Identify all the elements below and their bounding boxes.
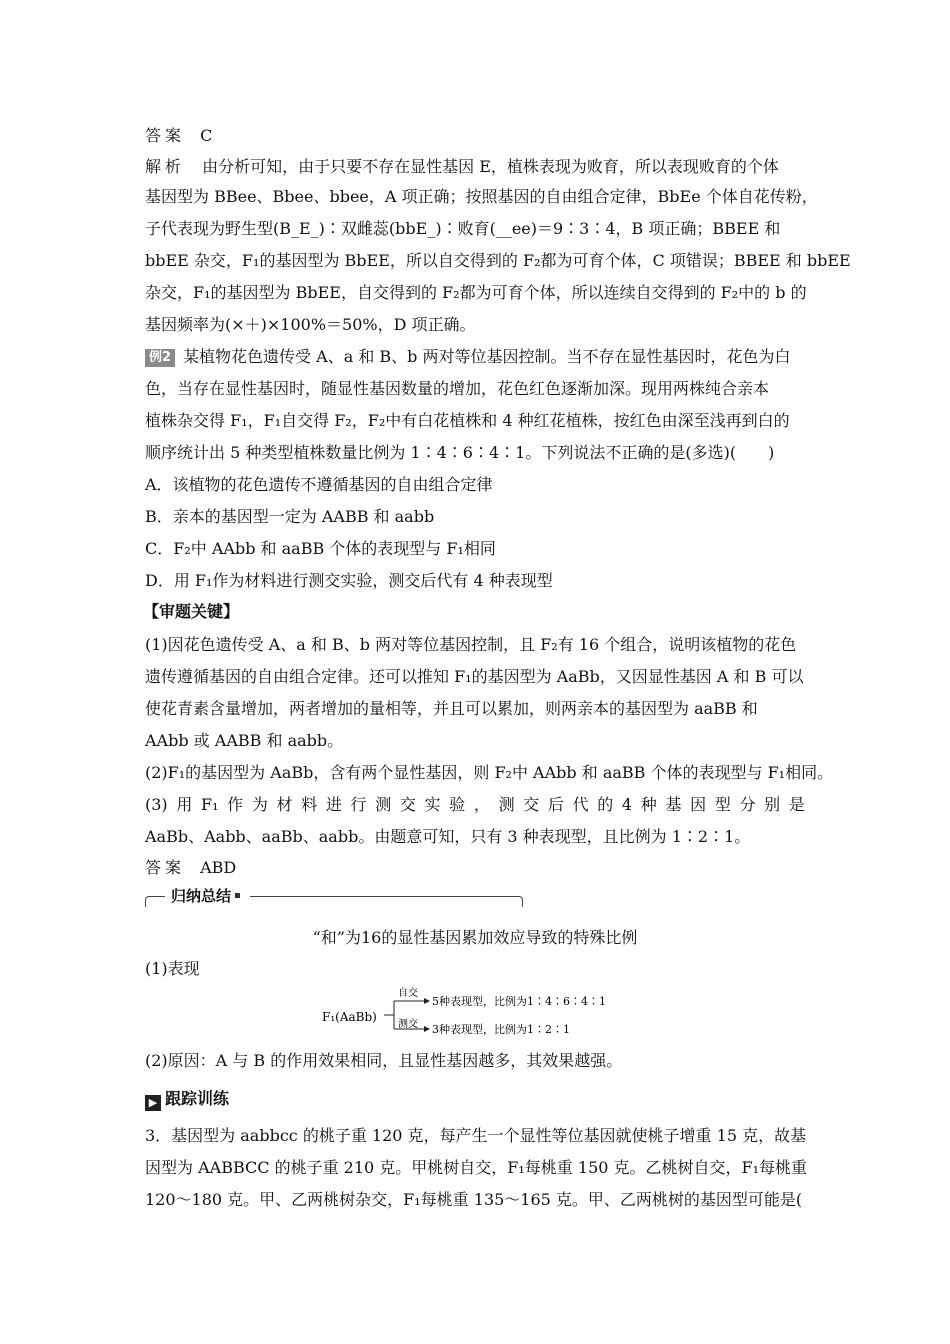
key-p1-line: (1)因花色遗传受 A、a 和 B、b 两对等位基因控制，且 F₂有 16 个组合，说明该植物的花色 [145, 635, 797, 654]
lower-label: 测交 [398, 1019, 418, 1030]
play-triangle-icon: ▶ [145, 1095, 161, 1111]
example-line: 顺序统计出 5 种类型植株数量比例为 1∶4∶6∶4∶1。下列说法不正确的是(多选)( ) [145, 443, 775, 462]
answer-line-2 [145, 857, 236, 879]
summary-item-2: (2)原因：A 与 B 的作用效果相同，且显性基因越多，其效果越强。 [145, 1051, 623, 1070]
key-p3-word: 的 [597, 795, 614, 814]
tracking-title [145, 1088, 229, 1111]
lower-result: 3种表现型，比例为1∶2∶1 [432, 1023, 570, 1036]
answer-value: C [200, 126, 213, 145]
arrow-head-icon [424, 1026, 430, 1032]
upper-label: 自交 [398, 988, 418, 999]
key-p3-word: 4 [621, 795, 633, 814]
option-c: C．F₂中 AAbb 和 aaBB 个体的表现型与 F₁相同 [145, 539, 496, 558]
key-p3-word: 因 [690, 795, 707, 814]
example-line: 植株杂交得 F₁，F₁自交得 F₂，F₂中有白花植株和 4 种红花植株，按红色由深至浅再到白的 [145, 411, 790, 430]
analysis-line: 子代表现为野生型(B_E_)∶双雌蕊(bbE_)∶败育(__ee)＝9∶3∶4，B 项正确；BBEE 和 [145, 219, 781, 238]
analysis-line-1 [145, 156, 779, 178]
analysis-text: 由分析可知，由于只要不存在显性基因 E，植株表现为败育，所以表现败育的个体 [202, 157, 779, 176]
key-p3-word: 行 [350, 795, 367, 814]
answer-line [145, 125, 212, 147]
key-p3-word: 用 [176, 795, 193, 814]
key-p3-word: 分 [739, 795, 756, 814]
key-p3-word: (3) [145, 795, 168, 814]
key-p3-word: 基 [665, 795, 682, 814]
key-p3-word: 后 [547, 795, 564, 814]
key-p3-word: 材 [276, 795, 293, 814]
example-line: 色，当存在显性基因时，随显性基因数量的增加，花色红色逐渐加深。现用两株纯合亲本 [145, 379, 770, 398]
key-p3-word: 交 [523, 795, 540, 814]
analysis-line: 基因频率为(×＋)×100%＝50%，D 项正确。 [145, 315, 476, 334]
key-p1-line: 遗传遵循基因的自由组合定律。还可以推知 F₁的基因型为 AaBb，又因显性基因 A 和 B 可以 [145, 667, 804, 686]
key-p3-word: 测 [375, 795, 392, 814]
question-line: 3．基因型为 aabbcc 的桃子重 120 克，每产生一个显性等位基因就使桃子增重 15 克，故基 [145, 1126, 807, 1145]
option-a: A．该植物的花色遗传不遵循基因的自由组合定律 [145, 475, 493, 494]
key-p3-word: 为 [251, 795, 268, 814]
square-bullet-icon [235, 893, 240, 898]
answer-value: ABD [200, 858, 237, 877]
key-p3-word: 作 [227, 795, 244, 814]
summary-subtitle: “和”为16的显性基因累加效应导致的特殊比例 [312, 928, 638, 947]
summary-title-text: 归纳总结 [171, 887, 232, 905]
analysis-label: 解析 [145, 157, 186, 176]
key-p2: (2)F₁的基因型为 AaBb，含有两个显性基因，则 F₂中 AAbb 和 aaBB 个体的表现型与 F₁相同。 [145, 763, 834, 782]
summary-title [165, 886, 250, 906]
question-line: 120～180 克。甲、乙两桃树杂交，F₁每桃重 135～165 克。甲、乙两桃树的基因型可能是( [145, 1190, 803, 1209]
key-p1-line: AAbb 或 AABB 和 aabb。 [145, 731, 344, 750]
key-p3-word: 型 [714, 795, 731, 814]
answer-label: 答案 [145, 858, 186, 877]
cross-diagram [320, 985, 640, 1045]
key-p1-line: 使花青素含量增加，两者增加的量相等，并且可以累加，则两亲本的基因型为 aaBB 和 [145, 699, 758, 718]
key-p3-word: 测 [498, 795, 515, 814]
key-p3-word: 代 [572, 795, 589, 814]
key-p3-word: ， [473, 795, 490, 814]
answer-label: 答案 [145, 126, 186, 145]
example-text: 某植物花色遗传受 A、a 和 B、b 两对等位基因控制。当不存在显性基因时，花色为白 [183, 347, 791, 366]
example-tag: 例2 [145, 349, 175, 367]
option-d: D．用 F₁作为材料进行测交实验，测交后代有 4 种表现型 [145, 571, 553, 590]
key-p3-word: 料 [301, 795, 318, 814]
question-line: 因型为 AABBCC 的桃子重 210 克。甲桃树自交，F₁每桃重 150 克。乙桃树自交，F₁每桃重 [145, 1158, 808, 1177]
key-p3-word: 交 [399, 795, 416, 814]
summary-item-1: (1)表现 [145, 959, 200, 978]
analysis-line: 基因型为 BBee、Bbee、bbee，A 项正确；按照基因的自由组合定律，BbEe 个体自花传粉， [145, 187, 818, 206]
upper-result: 5种表现型，比例为1∶4∶6∶4∶1 [432, 995, 606, 1008]
key-p3-word: 别 [764, 795, 781, 814]
key-p3-word: 实 [424, 795, 441, 814]
summary-box [145, 888, 523, 914]
example-line-1 [145, 346, 791, 368]
key-p3-word: 是 [788, 795, 805, 814]
key-p3-word: F₁ [201, 795, 219, 814]
tracking-title-text: 跟踪训练 [165, 1089, 230, 1108]
key-p3-line-1 [145, 794, 805, 816]
analysis-line: bbEE 杂交，F₁的基因型为 BbEE，所以自交得到的 F₂都为可育个体，C 项错误；BBEE 和 bbEE [145, 251, 851, 270]
key-p3-word: 种 [640, 795, 657, 814]
diagram-source: F₁(AaBb) [322, 1010, 377, 1024]
option-b: B．亲本的基因型一定为 AABB 和 aabb [145, 507, 435, 526]
arrow-head-icon [424, 998, 430, 1004]
key-p3-word: 验 [449, 795, 466, 814]
analysis-line: 杂交，F₁的基因型为 BbEE，自交得到的 F₂都为可育个体，所以连续自交得到的 F₂中的 b 的 [145, 283, 807, 302]
key-p3-word: 进 [325, 795, 342, 814]
key-p3-line-2: AaBb、Aabb、aaBb、aabb。由题意可知，只有 3 种表现型，且比例为 1∶2∶1。 [145, 827, 751, 846]
key-heading: 【审题关键】 [143, 602, 240, 621]
